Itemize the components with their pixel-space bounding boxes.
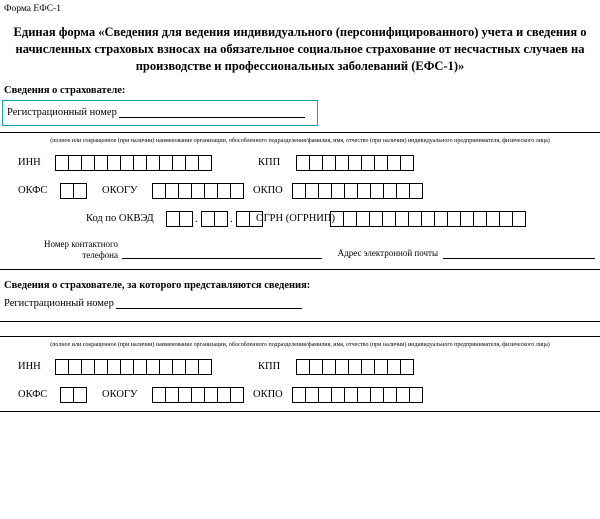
kpp-label-1: КПП [258,156,281,168]
section-heading-insurer: Сведения о страхователе: [4,84,126,96]
okved-dot-2: . [230,212,233,225]
okpo-cells-1[interactable] [292,183,423,199]
okfs-cells-1[interactable] [60,183,87,199]
phone-email-row-1 [0,235,600,269]
inn-label-2: ИНН [18,360,41,372]
section-heading-represented-insurer: Сведения о страхователе, за которого представляются сведения: [4,279,311,291]
email-label-1: Адрес электронной почты [337,247,438,258]
okogu-label-2: ОКОГУ [102,388,138,400]
page-title: Единая форма «Сведения для ведения индивидуального (персонифицированного) учета и сведения о начисленных страховых взносах на обязательное социальное страхование от несчастных случаев на производстве и профессиональных заболеваний (ЕФС-1)» [13,25,587,73]
okfs-label-2: ОКФС [18,388,48,400]
email-input-1[interactable] [443,257,595,259]
registration-number-input-1[interactable] [119,106,305,118]
okved-dot-1: . [195,212,198,225]
phone-label-line-2: телефона [82,249,118,260]
registration-number-field-1[interactable] [2,100,318,126]
okved-cells-group1[interactable] [166,211,193,227]
inn-kpp-row-2 [0,355,600,383]
okfs-cells-2[interactable] [60,387,87,403]
okpo-cells-2[interactable] [292,387,423,403]
kpp-cells-2[interactable] [296,359,414,375]
inn-kpp-row-1 [0,151,600,179]
okved-label-1: Код по ОКВЭД [86,212,154,224]
ogrn-label-1: ОГРН (ОГРНИП) [256,212,335,224]
phone-label-line-1: Номер контактного [43,238,118,249]
ogrn-cells-1[interactable] [330,211,526,227]
okogu-label-1: ОКОГУ [102,184,138,196]
organization-name-caption-1: (полное или сокращенное (при наличии) наименование организации, обособленного подразделения/фамилия, имя, отчество (при наличии) индивидуального предпринимателя, физического лица) [50,137,550,144]
okpo-label-2: ОКПО [253,388,283,400]
registration-number-label-2: Регистрационный номер [4,297,114,309]
okogu-cells-2[interactable] [152,387,244,403]
okved-cells-group2[interactable] [201,211,228,227]
inn-label-1: ИНН [18,156,41,168]
registration-number-label-1: Регистрационный номер [7,106,117,118]
okogu-cells-1[interactable] [152,183,244,199]
form-code: Форма ЕФС-1 [4,4,61,14]
registration-number-row-1 [2,100,600,126]
kpp-cells-1[interactable] [296,155,414,171]
okved-ogrn-row-1 [0,207,600,235]
insurer-details-block-2 [0,336,600,412]
phone-input-1[interactable] [122,257,322,259]
registration-number-input-2[interactable] [116,297,302,309]
inn-cells-1[interactable] [55,155,212,171]
registration-number-row-2 [4,295,600,317]
kpp-label-2: КПП [258,360,281,372]
okfs-okogu-okpo-row-2 [0,383,600,411]
inn-cells-2[interactable] [55,359,212,375]
okpo-label-1: ОКПО [253,184,283,196]
insurer-details-block-1 [0,132,600,270]
okfs-label-1: ОКФС [18,184,48,196]
organization-name-caption-2: (полное или сокращенное (при наличии) наименование организации, обособленного подразделения/фамилия, имя, отчество (при наличии) индивидуального предпринимателя, физического лица) [50,341,550,348]
okfs-okogu-okpo-row-1 [0,179,600,207]
